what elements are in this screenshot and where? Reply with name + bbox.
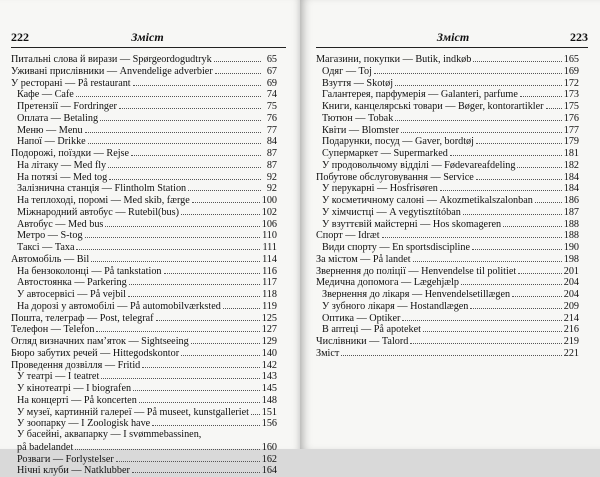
dot-leader xyxy=(472,241,562,250)
toc-entry xyxy=(316,194,579,206)
toc-entry xyxy=(11,253,277,265)
toc-entry xyxy=(11,112,277,124)
toc-entry-page: 165 xyxy=(563,54,579,65)
toc-entry xyxy=(11,453,277,465)
dot-leader xyxy=(423,323,562,332)
toc-entry-title: Звернення до поліції — Henvendelse til politiet xyxy=(316,265,517,277)
toc-entry xyxy=(11,88,277,100)
toc-entry xyxy=(316,206,579,218)
toc-entry xyxy=(316,124,579,136)
toc-entry-title: Огляд визначних пам’яток — Sightseeing xyxy=(11,336,189,347)
toc-entry xyxy=(11,77,277,89)
toc-entry-page: 187 xyxy=(563,206,579,218)
toc-entry-title: på badelandet xyxy=(17,441,74,453)
toc-entry-page: 92 xyxy=(266,183,277,195)
toc-entry-page: 190 xyxy=(563,242,579,253)
toc-entry-title: У косметичному салоні — Akozmetikalszalonban xyxy=(322,195,533,206)
toc-entry xyxy=(11,53,277,65)
toc-entry xyxy=(316,276,579,288)
dot-leader xyxy=(101,370,259,379)
dot-leader xyxy=(461,276,562,285)
toc-entry xyxy=(316,229,579,241)
toc-entry-title: Подарунки, посуд — Gaver, bordtøj xyxy=(322,136,474,148)
dot-leader xyxy=(223,300,260,309)
toc-entry-title: В аптеці — På apoteket xyxy=(322,324,421,336)
toc-entry-title: Телефон — Telefon xyxy=(11,324,95,336)
toc-entry-title: Метро — S-tog xyxy=(17,230,83,242)
dot-leader xyxy=(473,53,561,62)
dot-leader xyxy=(91,253,260,262)
dot-leader xyxy=(395,112,561,121)
toc-entry xyxy=(11,370,277,382)
left-running-title: Зміст xyxy=(131,30,164,44)
toc-entry xyxy=(316,253,579,265)
toc-entry-page: 156 xyxy=(261,418,277,430)
dot-leader xyxy=(192,194,260,203)
toc-entry-title: Магазини, покупки — Butik, indkøb xyxy=(316,54,472,65)
dot-leader xyxy=(476,171,562,180)
dot-leader xyxy=(128,288,260,297)
left-header-rule xyxy=(11,47,286,48)
dot-leader xyxy=(139,394,260,403)
toc-entry xyxy=(11,323,277,335)
toc-entry-title: Кафе — Cafe xyxy=(17,89,74,101)
toc-entry-page: 84 xyxy=(266,136,277,148)
dot-leader xyxy=(191,335,260,344)
dot-leader xyxy=(88,135,261,144)
toc-entry xyxy=(11,382,277,394)
dot-leader xyxy=(76,241,260,250)
toc-entry-page: 198 xyxy=(563,253,579,265)
toc-entry-title: На літаку — Med fly xyxy=(17,159,107,171)
toc-entry-title: Супермаркет — Supermarked xyxy=(322,148,448,159)
right-page xyxy=(300,0,600,449)
toc-entry xyxy=(316,312,579,324)
toc-entry-title: Взуття — Skotøj xyxy=(322,77,394,89)
dot-leader xyxy=(546,100,562,109)
dot-leader xyxy=(503,218,562,227)
toc-entry-page: 182 xyxy=(563,159,579,171)
toc-entry-page: 110 xyxy=(262,230,277,242)
toc-entry xyxy=(316,323,579,335)
toc-entry-page: 129 xyxy=(261,336,277,347)
toc-entry-title: Автостоянка — Parkering xyxy=(17,277,127,289)
toc-entry-title: На бензоколонці — På tankstation xyxy=(17,265,162,277)
right-page-header xyxy=(316,30,588,46)
toc-entry xyxy=(11,464,277,476)
dot-leader xyxy=(181,206,260,215)
dot-leader xyxy=(517,159,561,168)
toc-entry-page: 209 xyxy=(563,300,579,312)
toc-entry-page: 204 xyxy=(563,277,579,289)
toc-entry-page: 186 xyxy=(563,195,579,206)
toc-entry-page: 221 xyxy=(563,347,579,359)
toc-entry-title: Числівники — Talord xyxy=(316,336,409,347)
dot-leader xyxy=(476,135,562,144)
toc-entry xyxy=(11,182,277,194)
toc-entry-title: У автосервісі — På vejbil xyxy=(17,289,126,300)
toc-entry xyxy=(316,100,579,112)
toc-entry xyxy=(316,65,579,77)
toc-entry-title: Пошта, телеграф — Post, telegraf xyxy=(11,312,154,324)
toc-entry-page: 117 xyxy=(262,277,277,289)
dot-leader xyxy=(129,276,260,285)
toc-entry-page: 172 xyxy=(563,77,579,89)
toc-entry-title: Автомобіль — Bil xyxy=(11,253,90,265)
dot-leader xyxy=(463,206,562,215)
toc-entry-title: Квіти — Blomster xyxy=(322,124,399,136)
toc-entry xyxy=(11,347,277,359)
toc-entry-page: 143 xyxy=(261,371,277,383)
dot-leader xyxy=(133,77,261,86)
dot-leader xyxy=(401,124,562,133)
toc-entry xyxy=(316,265,579,277)
dot-leader xyxy=(214,53,261,62)
toc-entry-page: 69 xyxy=(266,77,277,89)
toc-entry-title: У ресторані — På restaurant xyxy=(11,77,131,89)
toc-entry-title: Бюро забутих речей — Hittegodskontor xyxy=(11,347,180,359)
left-toc-list xyxy=(11,53,277,476)
toc-entry-page: 164 xyxy=(261,465,277,477)
dot-leader xyxy=(76,88,261,97)
dot-leader xyxy=(116,453,260,462)
toc-entry-page: 127 xyxy=(261,324,277,336)
toc-entry xyxy=(11,241,277,253)
dot-leader xyxy=(85,229,261,238)
toc-entry xyxy=(11,65,277,77)
dot-leader xyxy=(402,312,561,321)
toc-entry-title: Розваги — Forlystelser xyxy=(17,453,114,465)
toc-entry xyxy=(11,441,277,453)
toc-entry xyxy=(11,335,277,347)
toc-entry-title: Види спорту — En sportsdisciplinе xyxy=(322,242,470,253)
toc-entry-title: Автобус — Med bus xyxy=(17,218,104,230)
toc-entry-page: 162 xyxy=(261,453,277,465)
dot-leader xyxy=(374,65,562,74)
toc-entry xyxy=(316,88,579,100)
toc-entry-page: 201 xyxy=(563,265,579,277)
toc-entry-title: Книги, канцелярські товари — Bøger, kontorartikler xyxy=(322,101,544,112)
dot-leader xyxy=(512,288,562,297)
toc-entry xyxy=(316,135,579,147)
dot-leader xyxy=(341,347,561,356)
toc-entry-page: 106 xyxy=(261,218,277,230)
toc-entry-page: 114 xyxy=(262,253,277,265)
toc-entry xyxy=(11,394,277,406)
dot-leader xyxy=(470,300,561,309)
toc-entry-page: 177 xyxy=(563,124,579,136)
toc-entry xyxy=(11,359,277,371)
toc-entry xyxy=(316,241,579,253)
toc-entry xyxy=(316,182,579,194)
toc-entry-page: 118 xyxy=(262,289,277,300)
toc-entry-page: 184 xyxy=(563,183,579,195)
toc-entry-page: 181 xyxy=(563,148,579,159)
toc-entry-title: У музеї, картинній галереї — På museet, kunstgalleriet xyxy=(17,406,249,418)
toc-entry-title: Подорожі, поїздки — Rejse xyxy=(11,148,130,159)
toc-entry xyxy=(11,194,277,206)
dot-leader xyxy=(440,182,562,191)
toc-entry-title: На потязі — Med tog xyxy=(17,171,108,183)
toc-entry xyxy=(11,100,277,112)
dot-leader xyxy=(142,359,259,368)
toc-entry xyxy=(316,288,579,300)
toc-entry-title: Медична допомога — Lægehjælp xyxy=(316,277,460,289)
toc-entry-page: 92 xyxy=(266,171,277,183)
dot-leader xyxy=(96,323,259,332)
toc-entry-title: Спорт — Idræt xyxy=(316,230,380,242)
toc-entry-title: У продовольчому відділі — Fødevareafdeling xyxy=(322,159,516,171)
toc-entry xyxy=(316,159,579,171)
toc-entry-page: 145 xyxy=(261,383,277,394)
toc-entry-page: 160 xyxy=(261,441,277,453)
dot-leader xyxy=(535,194,562,203)
toc-entry-title: Напої — Drikke xyxy=(17,136,86,148)
dot-leader xyxy=(85,124,261,133)
toc-entry xyxy=(11,171,277,183)
toc-entry xyxy=(11,218,277,230)
left-page-header xyxy=(11,30,286,46)
toc-entry-title: У театрі — I teatret xyxy=(17,371,100,383)
dot-leader xyxy=(518,265,562,274)
toc-entry xyxy=(316,147,579,159)
toc-entry-title: У взуттєвій майстерні — Hos skomageren xyxy=(322,218,502,230)
toc-entry-title: Оптика — Optiker xyxy=(322,312,401,324)
toc-entry-page: 216 xyxy=(563,324,579,336)
toc-entry-title: Уживані прислівники — Anvendelige adverbier xyxy=(11,65,213,77)
dot-leader xyxy=(410,335,561,344)
dot-leader xyxy=(156,312,260,321)
toc-entry-title: Одяг — Toj xyxy=(322,65,372,77)
dot-leader xyxy=(109,171,261,180)
toc-entry-title: Претензії — Fordringer xyxy=(17,101,117,112)
toc-entry-page: 214 xyxy=(563,312,579,324)
toc-entry-page: 116 xyxy=(262,265,277,277)
toc-entry-title: На концерті — På koncerten xyxy=(17,394,137,406)
dot-leader xyxy=(100,112,261,121)
toc-entry-title: Нічні клуби — Natklubber xyxy=(17,465,130,477)
right-page-number: 223 xyxy=(569,30,588,44)
toc-entry-page: 176 xyxy=(563,112,579,124)
toc-entry-page: 119 xyxy=(262,300,277,312)
toc-entry-page: 100 xyxy=(261,195,277,206)
toc-entry xyxy=(11,135,277,147)
toc-entry-title: Оплата — Betaling xyxy=(17,112,99,124)
toc-entry xyxy=(11,124,277,136)
toc-entry xyxy=(11,417,277,429)
dot-leader xyxy=(413,253,562,262)
toc-entry-page: 102 xyxy=(261,206,277,218)
dot-leader xyxy=(164,265,261,274)
toc-entry-title: Питальні слова й вирази — Spørgeordogudtryk xyxy=(11,54,212,65)
toc-entry-title: Звернення до лікаря — Henvendelsetillægen xyxy=(322,289,511,300)
toc-entry-title: Таксі — Taxa xyxy=(17,242,75,253)
toc-entry xyxy=(11,312,277,324)
toc-entry-page: 87 xyxy=(266,148,277,159)
toc-entry-title: У перукарні — Hosfrisøren xyxy=(322,183,438,195)
toc-entry-page: 173 xyxy=(563,89,579,101)
toc-entry xyxy=(316,53,579,65)
toc-entry-page: 175 xyxy=(563,101,579,112)
dot-leader xyxy=(131,147,261,156)
dot-leader xyxy=(181,347,260,356)
toc-entry-title: На дорозі у автомобілі — På automobilværksted xyxy=(17,300,221,312)
right-toc-list xyxy=(316,53,579,359)
toc-entry-page: 125 xyxy=(261,312,277,324)
dot-leader xyxy=(395,77,562,86)
dot-leader xyxy=(450,147,562,156)
toc-entry-page: 67 xyxy=(266,65,277,77)
toc-entry-page: 87 xyxy=(266,159,277,171)
toc-entry xyxy=(316,77,579,89)
toc-entry-title: Меню — Menu xyxy=(17,124,83,136)
toc-entry-page: 77 xyxy=(266,124,277,136)
toc-entry-title: У басейні, аквапарку — I svømmebassinen, xyxy=(17,429,202,440)
toc-entry xyxy=(11,429,277,441)
toc-entry-title: У зубного лікаря — Hostandlægen xyxy=(322,300,469,312)
toc-entry-page: 75 xyxy=(266,101,277,112)
toc-entry-title: У кінотеатрі — I biografen xyxy=(17,383,132,394)
dot-leader xyxy=(520,88,562,97)
toc-entry-title: У хімчистці — A vegytisztítóban xyxy=(322,206,461,218)
toc-entry xyxy=(316,347,579,359)
toc-entry-page: 188 xyxy=(563,218,579,230)
toc-entry-title: Зміст xyxy=(316,347,340,359)
toc-entry-page: 140 xyxy=(261,347,277,359)
toc-entry xyxy=(316,218,579,230)
toc-entry xyxy=(11,406,277,418)
dot-leader xyxy=(75,441,259,450)
dot-leader xyxy=(188,182,261,191)
toc-entry-page: 76 xyxy=(266,112,277,124)
toc-entry-title: Тютюн — Tobak xyxy=(322,112,394,124)
dot-leader xyxy=(105,218,259,227)
right-running-title: Зміст xyxy=(436,30,470,44)
dot-leader xyxy=(382,229,562,238)
dot-leader xyxy=(119,100,261,109)
toc-entry-title: Побутове обслуговування — Service xyxy=(316,171,474,183)
toc-entry xyxy=(11,300,277,312)
toc-entry-page: 188 xyxy=(563,230,579,242)
toc-entry-page: 169 xyxy=(563,65,579,77)
toc-entry xyxy=(11,206,277,218)
toc-entry-title: У зоопарку — I Zoologisk have xyxy=(17,418,151,430)
toc-entry-title: Залізнична станція — Flintholm Station xyxy=(17,183,187,195)
toc-entry-page: 219 xyxy=(563,336,579,347)
toc-entry-title: За містом — På landet xyxy=(316,253,411,265)
toc-entry xyxy=(316,112,579,124)
toc-entry xyxy=(11,288,277,300)
toc-entry-page: 74 xyxy=(266,89,277,101)
right-header-rule xyxy=(316,47,588,48)
dot-leader xyxy=(215,65,261,74)
toc-entry-title: Проведення дозвілля — Fritid xyxy=(11,359,141,371)
toc-entry xyxy=(316,335,579,347)
toc-entry-page: 204 xyxy=(563,289,579,300)
toc-entry xyxy=(11,265,277,277)
toc-entry-title: Міжнародний автобус — Rutebil(bus) xyxy=(17,206,179,218)
toc-entry xyxy=(11,276,277,288)
dot-leader xyxy=(152,417,260,426)
toc-entry xyxy=(11,159,277,171)
dot-leader xyxy=(251,406,260,415)
toc-entry xyxy=(316,171,579,183)
toc-entry-page: 179 xyxy=(563,136,579,148)
toc-entry-page: 111 xyxy=(262,242,277,253)
dot-leader xyxy=(108,159,261,168)
toc-entry-page: 151 xyxy=(261,406,277,418)
toc-entry-title: Галантерея, парфумерія — Galanteri, parfume xyxy=(322,89,518,101)
toc-entry-page: 65 xyxy=(266,54,277,65)
toc-entry-title: На теплоході, поромі — Med skib, færge xyxy=(17,195,190,206)
toc-entry xyxy=(316,300,579,312)
toc-entry-page: 142 xyxy=(261,359,277,371)
toc-entry-page: 148 xyxy=(261,394,277,406)
toc-entry xyxy=(11,147,277,159)
dot-leader xyxy=(132,464,260,473)
toc-entry xyxy=(11,229,277,241)
left-page-number: 222 xyxy=(11,30,29,44)
toc-entry-page: 184 xyxy=(563,171,579,183)
dot-leader xyxy=(133,382,260,391)
